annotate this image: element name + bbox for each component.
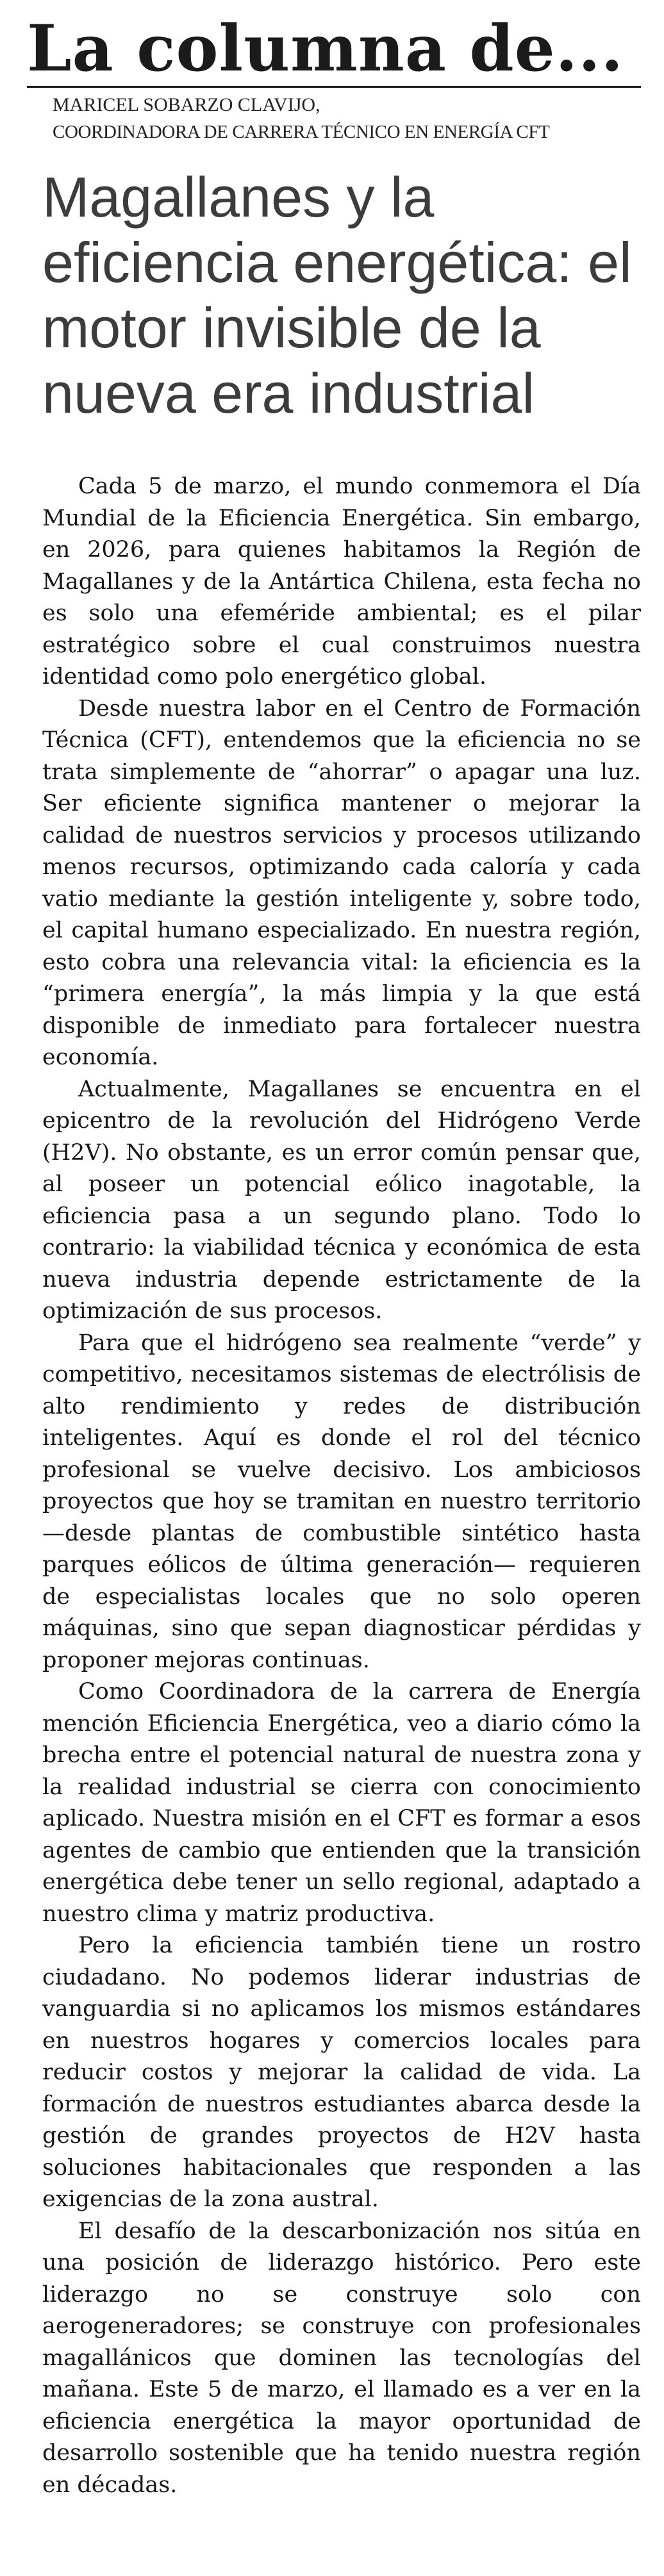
article-paragraph: Desde nuestra labor en el Centro de Formación Técnica (CFT), entendemos que la eficiencia no se trata simplemente de “ahorrar” o apagar una luz. Ser eficiente significa mantener o mejorar la calidad de nuestros servicios y procesos utilizando menos recursos, optimizando cada caloría y cada vatio mediante la gestión inteligente y, sobre todo, el capital humano especializado. En nuestra región, esto cobra una relevancia vital: la eficiencia es la “primera energía”, la más limpia y la que está disponible de inmediato para fortalecer nuestra economía. (42, 695, 641, 1070)
article-body (27, 471, 641, 2501)
article-paragraph: Para que el hidrógeno sea realmente “verde” y competitivo, necesitamos sistemas de electrólisis de alto rendimiento y redes de distribución inteligentes. Aquí es donde el rol del técnico profesional se vuelve decisivo. Los ambiciosos proyectos que hoy se tramitan en nuestro territorio —desde plantas de combustible sintético hasta parques eólicos de última generación— requieren de especialistas locales que no solo operen máquinas, sino que sepan diagnosticar pérdidas y proponer mejoras continuas. (42, 1330, 641, 1673)
title-divider (27, 86, 641, 88)
article-headline: Magallanes y la eficiencia energética: el motor invisible de la nueva era industrial (42, 165, 632, 425)
byline (27, 92, 641, 145)
article-paragraph: Actualmente, Magallanes se encuentra en el epicentro de la revolución del Hidrógeno Verde (H2V). No obstante, es un error común pensar que, al poseer un potencial eólico inagotable, la eficiencia pasa a un segundo plano. Todo lo contrario: la viabilidad técnica y económica de esta nueva industria depende estrictamente de la optimización de sus procesos. (42, 1076, 641, 1324)
author-name: MARICEL SOBARZO CLAVIJO, (53, 94, 320, 115)
author-role: COORDINADORA DE CARRERA TÉCNICO EN ENERGÍA CFT (53, 122, 550, 142)
column-section-title: La columna de... (27, 12, 624, 86)
article-paragraph: Como Coordinadora de la carrera de Energía mención Eficiencia Energética, veo a diario cómo la brecha entre el potencial natural de nuestra zona y la realidad industrial se cierra con conocimiento aplicado. Nuestra misión en el CFT es formar a esos agentes de cambio que entienden que la transición energética debe tener un sello regional, adaptado a nuestro clima y matriz productiva. (42, 1679, 641, 1927)
article-paragraph: Pero la eficiencia también tiene un rostro ciudadano. No podemos liderar industrias de vanguardia si no aplicamos los mismos estándares en nuestros hogares y comercios locales para reducir costos y mejorar la calidad de vida. La formación de nuestros estudiantes abarca desde la gestión de grandes proyectos de H2V hasta soluciones habitacionales que responden a las exigencias de la zona austral. (42, 1933, 641, 2212)
article-paragraph: El desafío de la descarbonización nos sitúa en una posición de liderazgo histórico. Pero este liderazgo no se construye solo con aerogeneradores; se construye con profesionales magallánicos que dominen las tecnologías del mañana. Este 5 de marzo, el llamado es a ver en la eficiencia energética la mayor oportunidad de desarrollo sostenible que ha tenido nuestra región en décadas. (42, 2218, 641, 2498)
article-paragraph: Cada 5 de marzo, el mundo conmemora el Día Mundial de la Eficiencia Energética. Sin embargo, en 2026, para quienes habitamos la Región de Magallanes y de la Antártica Chilena, esta fecha no es solo una efeméride ambiental; es el pilar estratégico sobre el cual construimos nuestra identidad como polo energético global. (42, 474, 641, 689)
